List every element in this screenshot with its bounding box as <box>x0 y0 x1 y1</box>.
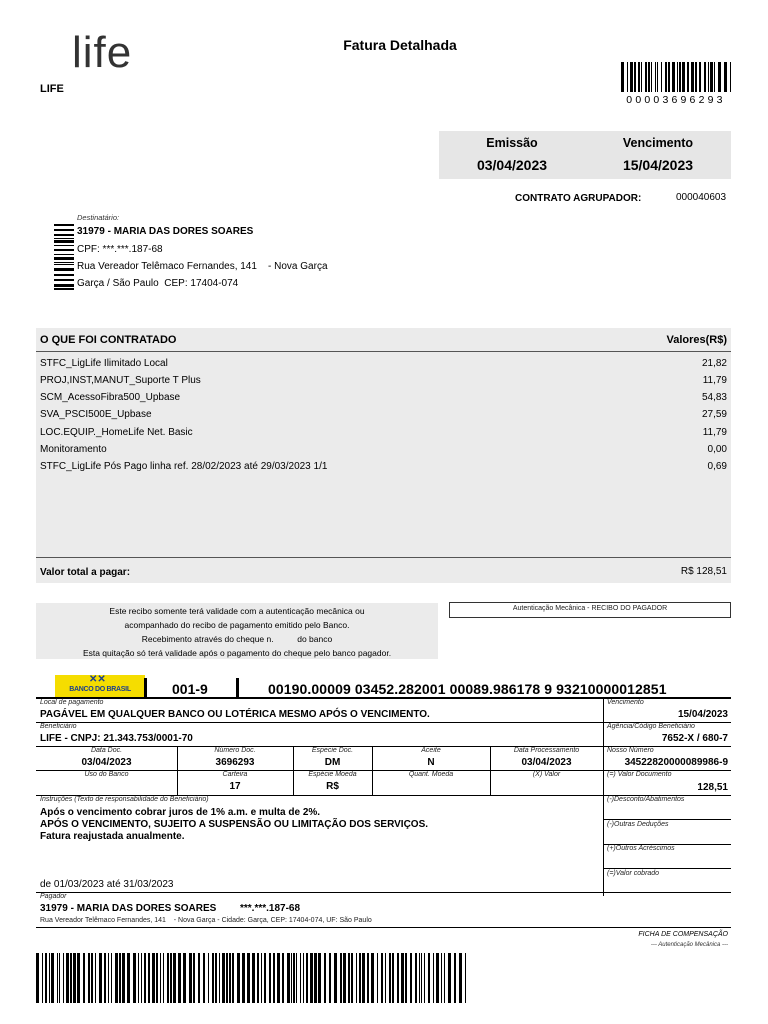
recipient-barcode <box>54 224 74 290</box>
valor-doc-label: (=) Valor Documento <box>607 771 672 778</box>
barcode-bar <box>242 953 245 1003</box>
barcode-bar <box>122 953 125 1003</box>
barcode-bar <box>691 62 694 92</box>
benef-label: Beneficiário <box>40 723 77 730</box>
nosso-num-value: 34522820000089986-9 <box>624 757 728 768</box>
barcode-bar <box>459 953 462 1003</box>
barcode-bar <box>306 953 308 1003</box>
barcode-bar <box>57 953 58 1003</box>
service-row <box>36 356 731 373</box>
barcode-bar <box>724 62 727 92</box>
barcode-bar <box>208 953 209 1003</box>
barcode-bar <box>648 62 650 92</box>
service-value: 21,82 <box>701 358 727 369</box>
receipt-notice <box>36 603 438 659</box>
receipt-line: acompanhado do recibo de pagamento emitido pelo Banco. <box>124 620 350 630</box>
especie-moeda-value: R$ <box>326 781 339 792</box>
receipt-line: Esta quitação só terá validade após o pagamento do cheque pelo banco pagador. <box>82 648 392 658</box>
vencimento-value: 15/04/2023 <box>622 157 694 173</box>
bank-logo-name: BANCO DO BRASIL <box>69 686 131 693</box>
barcode-bar <box>88 953 90 1003</box>
barcode-bar <box>668 62 670 92</box>
barcode-bar <box>314 953 317 1003</box>
services-header-values: Valores(R$) <box>666 334 727 346</box>
especie-doc-value: DM <box>324 757 341 768</box>
outras-deducoes-label: (-)Outras Deduções <box>607 821 669 828</box>
top-barcode-number: 00003696293 <box>626 94 726 106</box>
period: de 01/03/2023 até 31/03/2023 <box>40 879 174 890</box>
valor-doc-value: 128,51 <box>697 782 728 793</box>
barcode-bar <box>189 953 192 1003</box>
barcode-bar <box>59 953 60 1003</box>
grid-line <box>603 819 731 820</box>
barcode-bar <box>36 953 39 1003</box>
barcode-bar <box>203 953 205 1003</box>
separator <box>236 678 239 698</box>
barcode-bar <box>193 953 195 1003</box>
barcode-bar <box>54 268 74 271</box>
barcode-bar <box>699 62 701 92</box>
services-header <box>36 328 731 352</box>
barcode-bar <box>348 953 350 1003</box>
emissao-value: 03/04/2023 <box>476 157 548 173</box>
barcode-bar <box>287 953 290 1003</box>
service-name: PROJ,INST,MANUT_Suporte T Plus <box>40 375 201 386</box>
barcode-bar <box>343 953 346 1003</box>
barcode-bar <box>282 953 284 1003</box>
barcode-bar <box>54 240 74 243</box>
barcode-bar <box>99 953 102 1003</box>
recipient-address-line-2: Garça / São Paulo CEP: 17404-074 <box>77 278 239 289</box>
service-value: 27,59 <box>701 409 727 420</box>
nosso-num-label: Nosso Número <box>607 747 654 754</box>
barcode-bar <box>371 953 374 1003</box>
barcode-bar <box>334 953 337 1003</box>
barcode-bar <box>421 953 422 1003</box>
barcode-bar <box>54 284 74 287</box>
barcode-bar <box>133 953 136 1003</box>
barcode-bar <box>448 953 451 1003</box>
pagador-name: 31979 - MARIA DAS DORES SOARES <box>40 903 217 914</box>
barcode-bar <box>54 234 74 236</box>
barcode-bar <box>714 62 715 92</box>
instr-line-3: Fatura reajustada anualmente. <box>40 831 185 842</box>
venc-value: 15/04/2023 <box>677 709 728 720</box>
barcode-bar <box>679 62 681 92</box>
valor-cobrado-label: (=)Valor cobrado <box>607 870 660 877</box>
barcode-bar <box>638 62 640 92</box>
instr-line-1: Após o vencimento cobrar juros de 1% a.m. e multa de 2%. <box>40 807 321 818</box>
receipt-line: Recebimento através do cheque n. do banco <box>141 634 333 644</box>
barcode-bar <box>73 953 76 1003</box>
instr-line-2: APÓS O VENCIMENTO, SUJEITO A SUSPENSÃO OU LIMITAÇÃO DOS SERVIÇOS. <box>40 819 429 830</box>
service-name: SCM_AcessoFibra500_Upbase <box>40 392 181 403</box>
services-total <box>36 557 731 583</box>
barcode-bar <box>428 953 430 1003</box>
barcode-bar <box>397 953 399 1003</box>
barcode-bar <box>141 953 142 1003</box>
recipient-cpf: CPF: ***.***.187-68 <box>77 244 163 255</box>
barcode-bar <box>66 953 69 1003</box>
barcode-bar <box>160 953 161 1003</box>
barcode-bar <box>70 953 72 1003</box>
barcode-bar <box>54 249 74 251</box>
barcode-bar <box>410 953 412 1003</box>
data-proc-value: 03/04/2023 <box>521 757 572 768</box>
barcode-bar <box>178 953 181 1003</box>
barcode-bar <box>621 62 624 92</box>
barcode-bar <box>138 953 139 1003</box>
barcode-bar <box>329 953 331 1003</box>
service-value: 11,79 <box>702 427 727 438</box>
services-header-label: O QUE FOI CONTRATADO <box>40 334 177 346</box>
barcode-bar <box>54 245 74 246</box>
service-row <box>36 390 731 407</box>
barcode-bar <box>356 953 357 1003</box>
desconto-label: (-)Desconto/Abatimentos <box>607 796 685 803</box>
service-name: SVA_PSCI500E_Upbase <box>40 409 152 420</box>
agencia-value: 7652-X / 680-7 <box>661 733 728 744</box>
barcode-bar <box>436 953 439 1003</box>
barcode-bar <box>269 953 271 1003</box>
barcode-bar <box>152 953 155 1003</box>
barcode-bar <box>54 274 74 276</box>
benef-value: LIFE - CNPJ: 21.343.753/0001-70 <box>40 733 193 744</box>
barcode-bar <box>183 953 186 1003</box>
service-name: Monitoramento <box>40 444 107 455</box>
barcode-bar <box>54 257 74 260</box>
barcode-bar <box>718 62 721 92</box>
bank-logo-icon: ✕✕ <box>89 674 106 685</box>
company-name: LIFE <box>40 83 64 95</box>
service-name: STFC_LigLife Ilimitado Local <box>40 358 168 369</box>
barcode-bar <box>219 953 220 1003</box>
auth-label: Autenticação Mecânica - RECIBO DO PAGADOR <box>512 605 668 612</box>
barcode-bar <box>83 953 85 1003</box>
dates-box <box>439 131 731 179</box>
emissao-label: Emissão <box>486 136 538 150</box>
contract-value: 000040603 <box>676 192 727 203</box>
bottom-barcode <box>36 953 466 1003</box>
pagador-label: Pagador <box>40 893 67 900</box>
local-value: PAGÁVEL EM QUALQUER BANCO OU LOTÉRICA MESMO APÓS O VENCIMENTO. <box>40 709 430 720</box>
instr-label: Instruções (Texto de responsabilidade do Beneficiário) <box>40 796 209 803</box>
recipient-address-line-1: Rua Vereador Telêmaco Fernandes, 141 - Nova Garça <box>77 261 328 272</box>
barcode-bar <box>677 62 678 92</box>
barcode-bar <box>148 953 150 1003</box>
barcode-bar <box>54 229 74 231</box>
barcode-bar <box>229 953 231 1003</box>
barcode-bar <box>465 953 466 1003</box>
recipient-label: Destinatário: <box>77 213 120 222</box>
barcode-bar <box>54 238 74 239</box>
barcode-bar <box>95 953 96 1003</box>
barcode-bar <box>51 953 54 1003</box>
carteira-label: Carteira <box>222 771 248 778</box>
quant-moeda-label: Quant. Moeda <box>408 771 454 778</box>
barcode-bar <box>401 953 404 1003</box>
barcode-bar <box>362 953 365 1003</box>
barcode-bar <box>351 953 353 1003</box>
barcode-bar <box>303 953 304 1003</box>
barcode-bar <box>655 62 656 92</box>
barcode-bar <box>645 62 647 92</box>
barcode-bar <box>198 953 200 1003</box>
service-name: LOC.EQUIP._HomeLife Net. Basic <box>40 427 193 438</box>
page-title: Fatura Detalhada <box>343 37 457 53</box>
grid-line <box>603 699 604 896</box>
barcode-bar <box>359 953 361 1003</box>
grid-line <box>36 927 731 928</box>
contract-label: CONTRATO AGRUPADOR: <box>515 193 642 204</box>
barcode-bar <box>291 953 292 1003</box>
barcode-bar <box>415 953 417 1003</box>
service-name: STFC_LigLife Pós Pago linha ref. 28/02/2023 até 29/03/2023 1/1 <box>40 461 328 472</box>
bank-code: 001-9 <box>172 681 208 697</box>
barcode-bar <box>405 953 407 1003</box>
barcode-bar <box>704 62 706 92</box>
pagador-cpf: ***.***.187-68 <box>240 903 301 914</box>
local-label: Local de pagamento <box>40 699 104 706</box>
barcode-bar <box>419 953 420 1003</box>
grid-line <box>36 892 731 893</box>
barcode-bar <box>222 953 225 1003</box>
barcode-bar <box>695 62 697 92</box>
barcode-bar <box>156 953 158 1003</box>
barcode-bar <box>381 953 383 1003</box>
barcode-bar <box>108 953 109 1003</box>
barcode-bar <box>710 62 713 92</box>
barcode-bar <box>651 62 652 92</box>
barcode-bar <box>212 953 214 1003</box>
barcode-bar <box>77 953 80 1003</box>
barcode-bar <box>665 62 667 92</box>
barcode-bar <box>45 953 47 1003</box>
barcode-bar <box>657 62 658 92</box>
venc-label: Vencimento <box>607 699 644 706</box>
service-row <box>36 459 731 476</box>
service-value: 54,83 <box>701 392 727 403</box>
barcode-bar <box>687 62 689 92</box>
barcode-bar <box>257 953 259 1003</box>
barcode-bar <box>634 62 636 92</box>
barcode-bar <box>144 953 146 1003</box>
linha-digitavel: 00190.00009 03452.282001 00089.986178 9 93210000012851 <box>268 681 667 697</box>
uso-banco-label: Uso do Banco <box>84 771 129 778</box>
outros-acrescimos-label: (+)Outros Acréscimos <box>607 845 675 852</box>
barcode-bar <box>54 264 74 265</box>
barcode-bar <box>237 953 240 1003</box>
services-table <box>36 328 731 583</box>
service-row <box>36 425 731 442</box>
barcode-bar <box>385 953 386 1003</box>
barcode-bar <box>273 953 275 1003</box>
barcode-bar <box>163 953 164 1003</box>
barcode-bar <box>730 62 731 92</box>
barcode-bar <box>293 953 295 1003</box>
total-value: R$ 128,51 <box>680 566 727 577</box>
barcode-bar <box>641 62 642 92</box>
especie-doc-label: Especie Doc. <box>311 747 354 754</box>
data-proc-label: Data Processamento <box>513 747 580 754</box>
barcode-bar <box>119 953 121 1003</box>
barcode-bar <box>424 953 425 1003</box>
separator <box>144 678 147 698</box>
barcode-bar <box>91 953 93 1003</box>
barcode-bar <box>310 953 313 1003</box>
barcode-bar <box>49 953 50 1003</box>
barcode-bar <box>111 953 112 1003</box>
barcode-bar <box>367 953 369 1003</box>
barcode-bar <box>318 953 321 1003</box>
barcode-bar <box>104 953 106 1003</box>
valor-x-label: (X) Valor <box>532 771 561 778</box>
barcode-bar <box>672 62 675 92</box>
barcode-bar <box>630 62 633 92</box>
service-value: 0,69 <box>707 461 727 472</box>
barcode-bar <box>682 62 685 92</box>
barcode-bar <box>54 279 74 281</box>
ficha-compensacao: FICHA DE COMPENSAÇÃO <box>638 931 728 938</box>
barcode-bar <box>296 953 297 1003</box>
barcode-bar <box>54 262 74 263</box>
barcode-bar <box>115 953 118 1003</box>
barcode-bar <box>252 953 255 1003</box>
barcode-bar <box>300 953 301 1003</box>
barcode-bar <box>627 62 628 92</box>
barcode-bar <box>454 953 456 1003</box>
especie-moeda-label: Espécie Moeda <box>308 771 357 778</box>
data-doc-label: Data Doc. <box>90 747 123 754</box>
barcode-bar <box>441 953 442 1003</box>
barcode-bar <box>54 254 74 255</box>
barcode-bar <box>63 953 64 1003</box>
barcode-bar <box>42 953 43 1003</box>
receipt-line: Este recibo somente terá validade com a autenticação mecânica ou <box>109 606 365 616</box>
barcode-bar <box>54 288 74 290</box>
barcode-bar <box>392 953 394 1003</box>
barcode-bar <box>377 953 378 1003</box>
carteira-value: 17 <box>229 781 241 792</box>
aceite-label: Aceite <box>421 747 441 754</box>
service-row <box>36 407 731 424</box>
barcode-bar <box>127 953 130 1003</box>
barcode-bar <box>324 953 326 1003</box>
barcode-bar <box>232 953 234 1003</box>
barcode-bar <box>433 953 434 1003</box>
barcode-bar <box>444 953 445 1003</box>
top-barcode <box>621 62 731 92</box>
barcode-bar <box>661 62 662 92</box>
boleto-auth-label: --- Autenticação Mecânica --- <box>650 942 728 948</box>
data-doc-value: 03/04/2023 <box>81 757 132 768</box>
service-value: 0,00 <box>707 444 727 455</box>
barcode-bar <box>277 953 280 1003</box>
bank-logo <box>55 675 145 697</box>
barcode-bar <box>261 953 262 1003</box>
aceite-value: N <box>427 757 435 768</box>
barcode-bar <box>389 953 391 1003</box>
service-value: 11,79 <box>702 375 727 386</box>
num-doc-label: Número Doc. <box>214 747 256 754</box>
vencimento-label: Vencimento <box>622 136 694 150</box>
agencia-label: Agência/Código Beneficiário <box>607 723 695 730</box>
barcode-bar <box>708 62 709 92</box>
barcode-bar <box>170 953 172 1003</box>
barcode-bar <box>340 953 342 1003</box>
total-label: Valor total a pagar: <box>40 567 131 578</box>
barcode-bar <box>264 953 266 1003</box>
life-logo: life <box>72 28 133 77</box>
service-row <box>36 442 731 459</box>
barcode-bar <box>247 953 250 1003</box>
service-row <box>36 373 731 390</box>
barcode-bar <box>54 224 74 226</box>
recipient-name: 31979 - MARIA DAS DORES SOARES <box>77 226 254 237</box>
grid-line <box>603 868 731 869</box>
num-doc-value: 3696293 <box>215 757 255 768</box>
barcode-bar <box>215 953 217 1003</box>
barcode-bar <box>167 953 169 1003</box>
barcode-bar <box>173 953 176 1003</box>
barcode-bar <box>226 953 228 1003</box>
pagador-address: Rua Vereador Telêmaco Fernandes, 141 - Nova Garça - Cidade: Garça, CEP: 17404-074, UF: São Paulo <box>40 917 372 924</box>
